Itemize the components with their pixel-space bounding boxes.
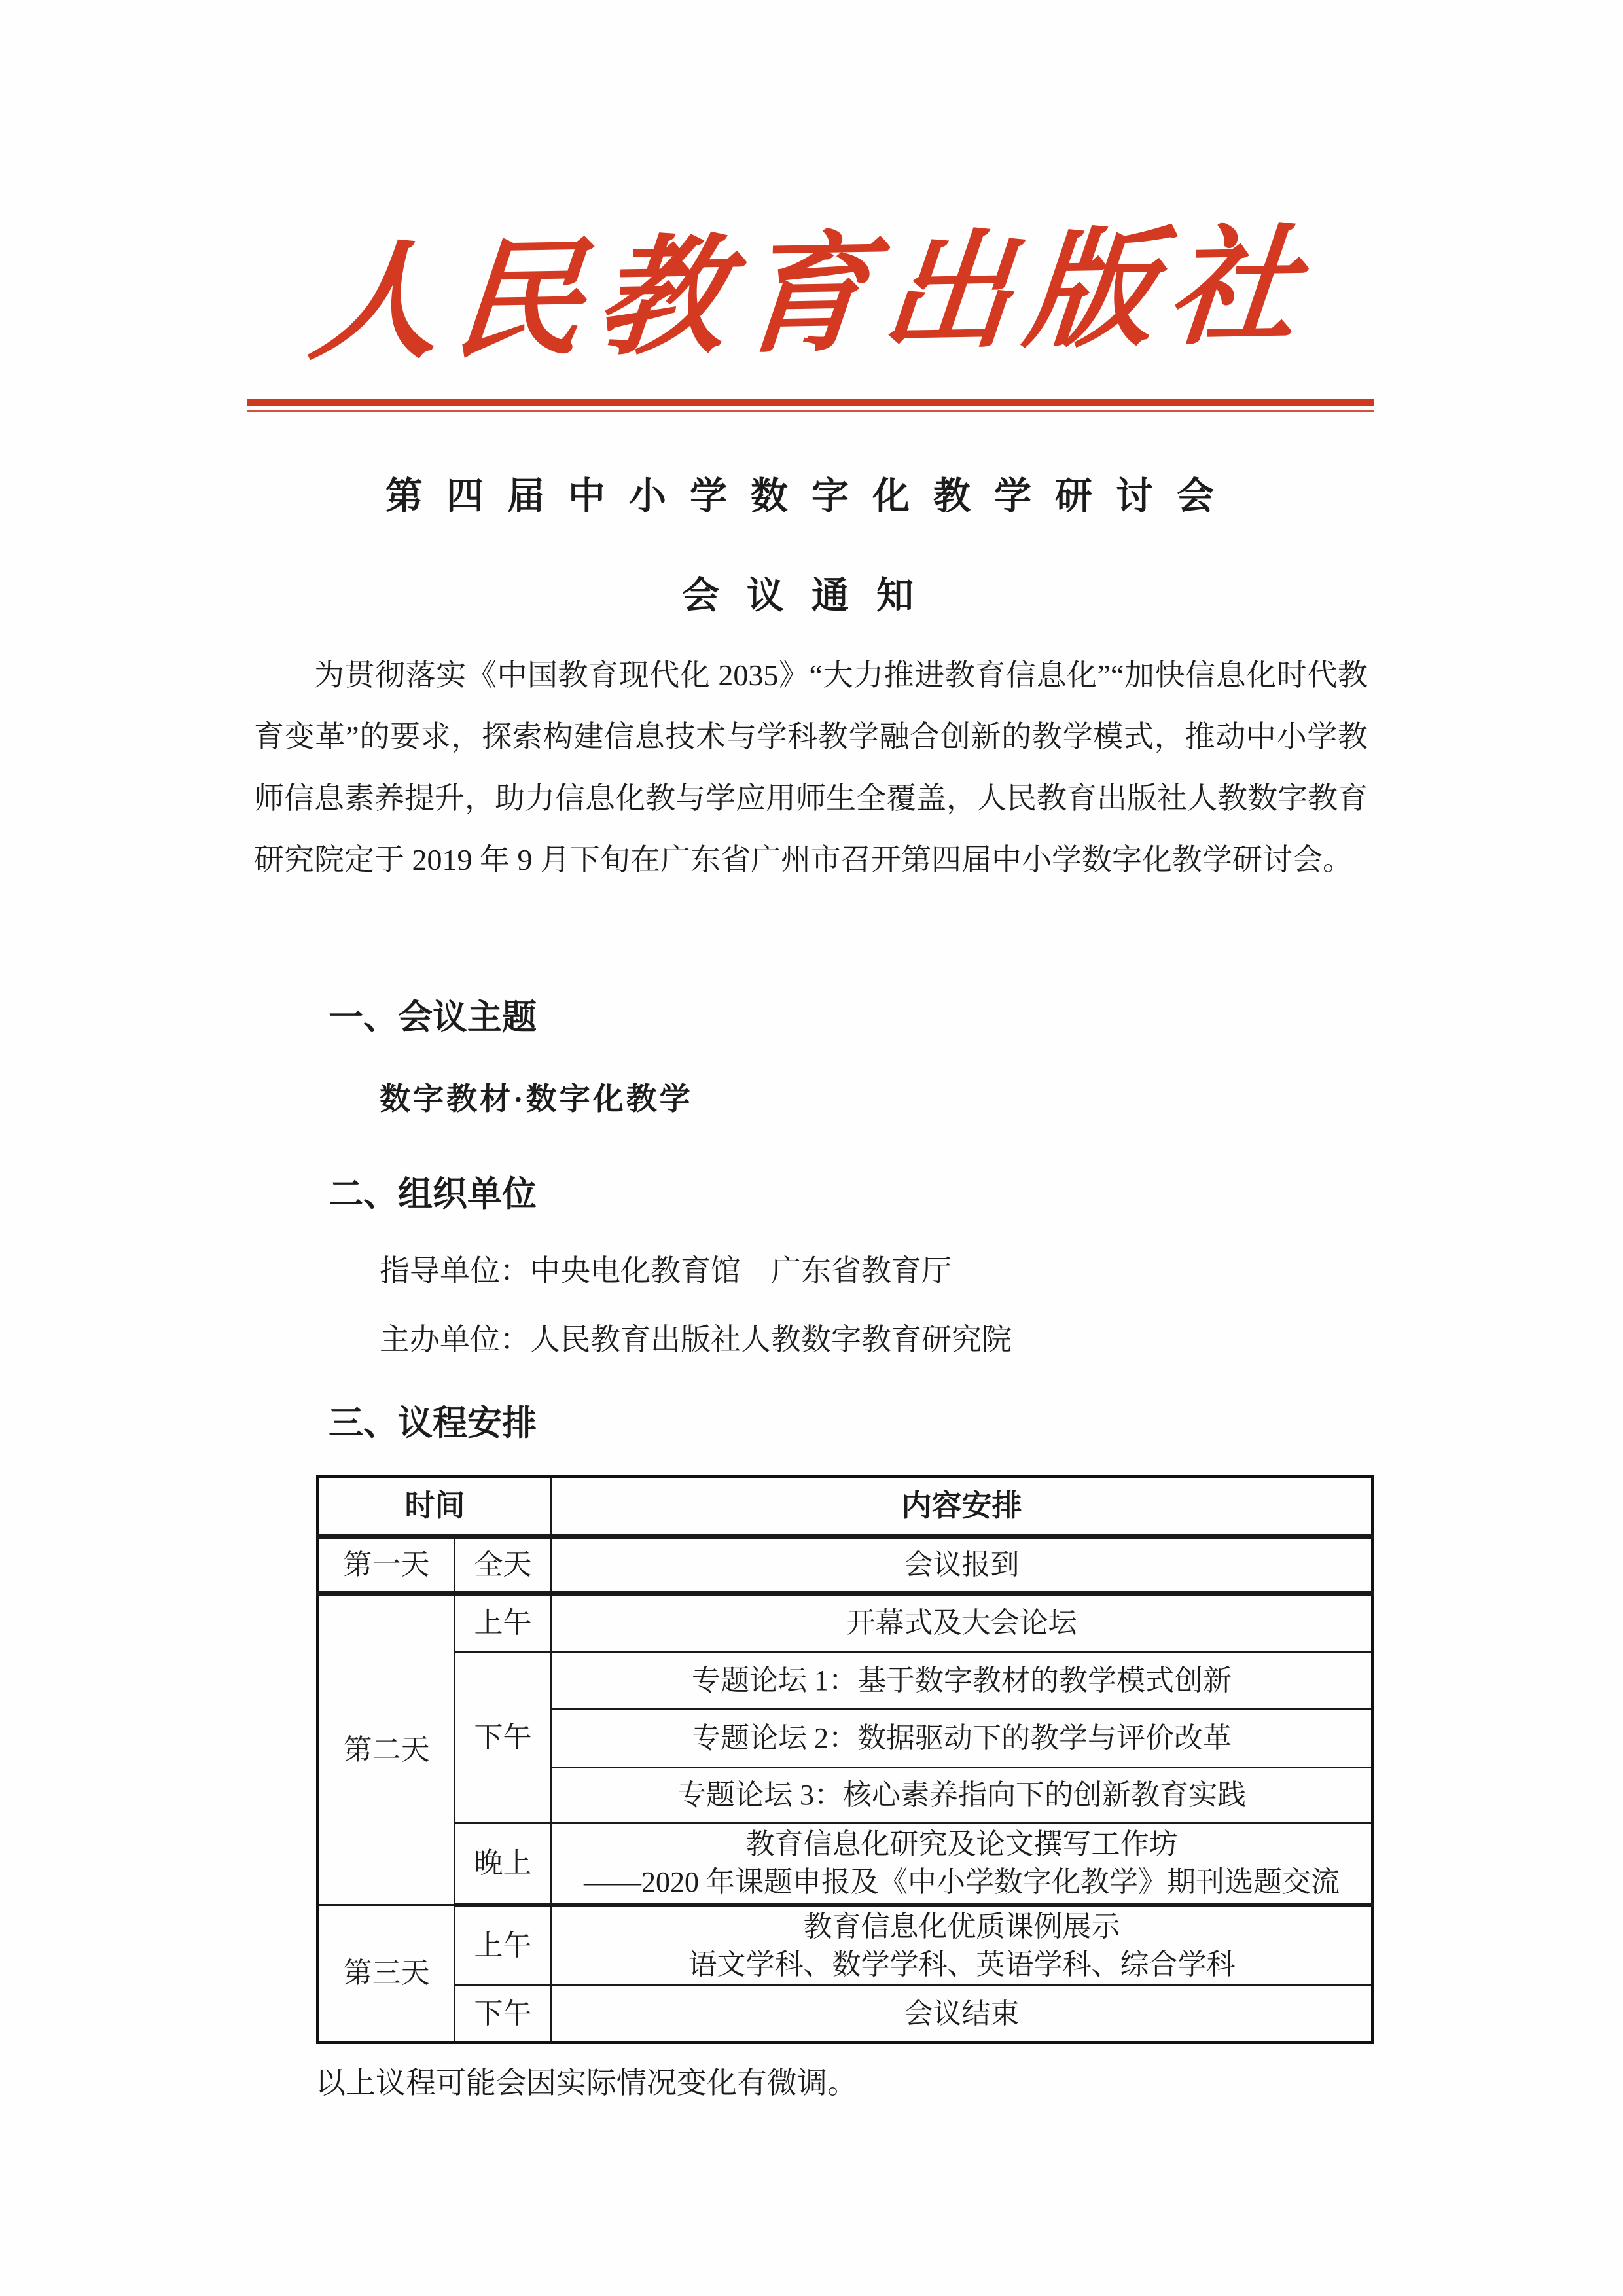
section-heading-theme: 一、会议主题 [329, 999, 537, 1037]
evening-content-line1: 教育信息化研究及论文撰写工作坊 [745, 1828, 1178, 1860]
divider-thin-bar [247, 410, 1374, 412]
agenda-day2-morning-content: 开幕式及大会论坛 [552, 1594, 1373, 1652]
conference-theme: 数字教材·数字化教学 [380, 1083, 693, 1117]
agenda-header-time: 时间 [318, 1477, 552, 1537]
agenda-header-content: 内容安排 [552, 1477, 1373, 1537]
document-subtitle: 会议通知 [682, 575, 941, 617]
agenda-day3-label: 第三天 [318, 1905, 455, 2043]
host-unit-line: 主办单位：人民教育出版社人教数字教育研究院 [380, 1323, 1012, 1356]
agenda-day1-content: 会议报到 [552, 1537, 1373, 1594]
intro-paragraph: 为贯彻落实《中国教育现代化 2035》“大力推进教育信息化”“加快信息化时代教育变革”的要求，探索构建信息技术与学科教学融合创新的教学模式，推动中小学教师信息素养提升，助力信息化教与学应用师生全覆盖，人民教育出版社人教数字教育研究院定于 2019 年 9 月下旬在广东省广州市召开第四届中小学数字化教学研讨会。 [254, 658, 1368, 876]
agenda-forum-1: 专题论坛 1：基于数字教材的教学模式创新 [552, 1652, 1373, 1710]
agenda-day2-label: 第二天 [318, 1594, 455, 1905]
evening-content-line2: ——2020 年课题申报及《中小学数字化教学》期刊选题交流 [584, 1866, 1340, 1898]
agenda-table [316, 1475, 1374, 2044]
day3-morning-line1: 教育信息化优质课例展示 [803, 1910, 1120, 1943]
agenda-forum-3: 专题论坛 3：核心素养指向下的创新教育实践 [552, 1768, 1373, 1823]
day3-morning-line2: 语文学科、数学学科、英语学科、综合学科 [688, 1948, 1236, 1981]
agenda-day2-evening-time: 晚上 [455, 1823, 552, 1905]
publisher-logo-calligraphy: 人民教育出版社 [305, 216, 1318, 376]
agenda-day1-label: 第一天 [318, 1537, 455, 1594]
agenda-day1-time: 全天 [455, 1537, 552, 1594]
guidance-unit-line: 指导单位：中央电化教育馆 广东省教育厅 [380, 1254, 952, 1287]
agenda-day3-afternoon-content: 会议结束 [552, 1986, 1373, 2043]
agenda-day2-morning-time: 上午 [455, 1594, 552, 1652]
agenda-footnote: 以上议程可能会因实际情况变化有微调。 [315, 2066, 857, 2100]
agenda-day2-afternoon-time: 下午 [455, 1652, 552, 1823]
document-title: 第四届中小学数字化教学研讨会 [385, 476, 1238, 517]
section-heading-organizers: 二、组织单位 [329, 1175, 537, 1213]
agenda-day3-morning-time: 上午 [455, 1905, 552, 1986]
section-heading-agenda: 三、议程安排 [329, 1405, 537, 1443]
divider-thick-bar [247, 399, 1374, 406]
masthead-divider-rule [247, 399, 1374, 412]
agenda-day3-morning-content [552, 1905, 1373, 1986]
agenda-day3-afternoon-time: 下午 [455, 1986, 552, 2043]
agenda-forum-2: 专题论坛 2：数据驱动下的教学与评价改革 [552, 1710, 1373, 1768]
agenda-day2-evening-content [552, 1823, 1373, 1905]
